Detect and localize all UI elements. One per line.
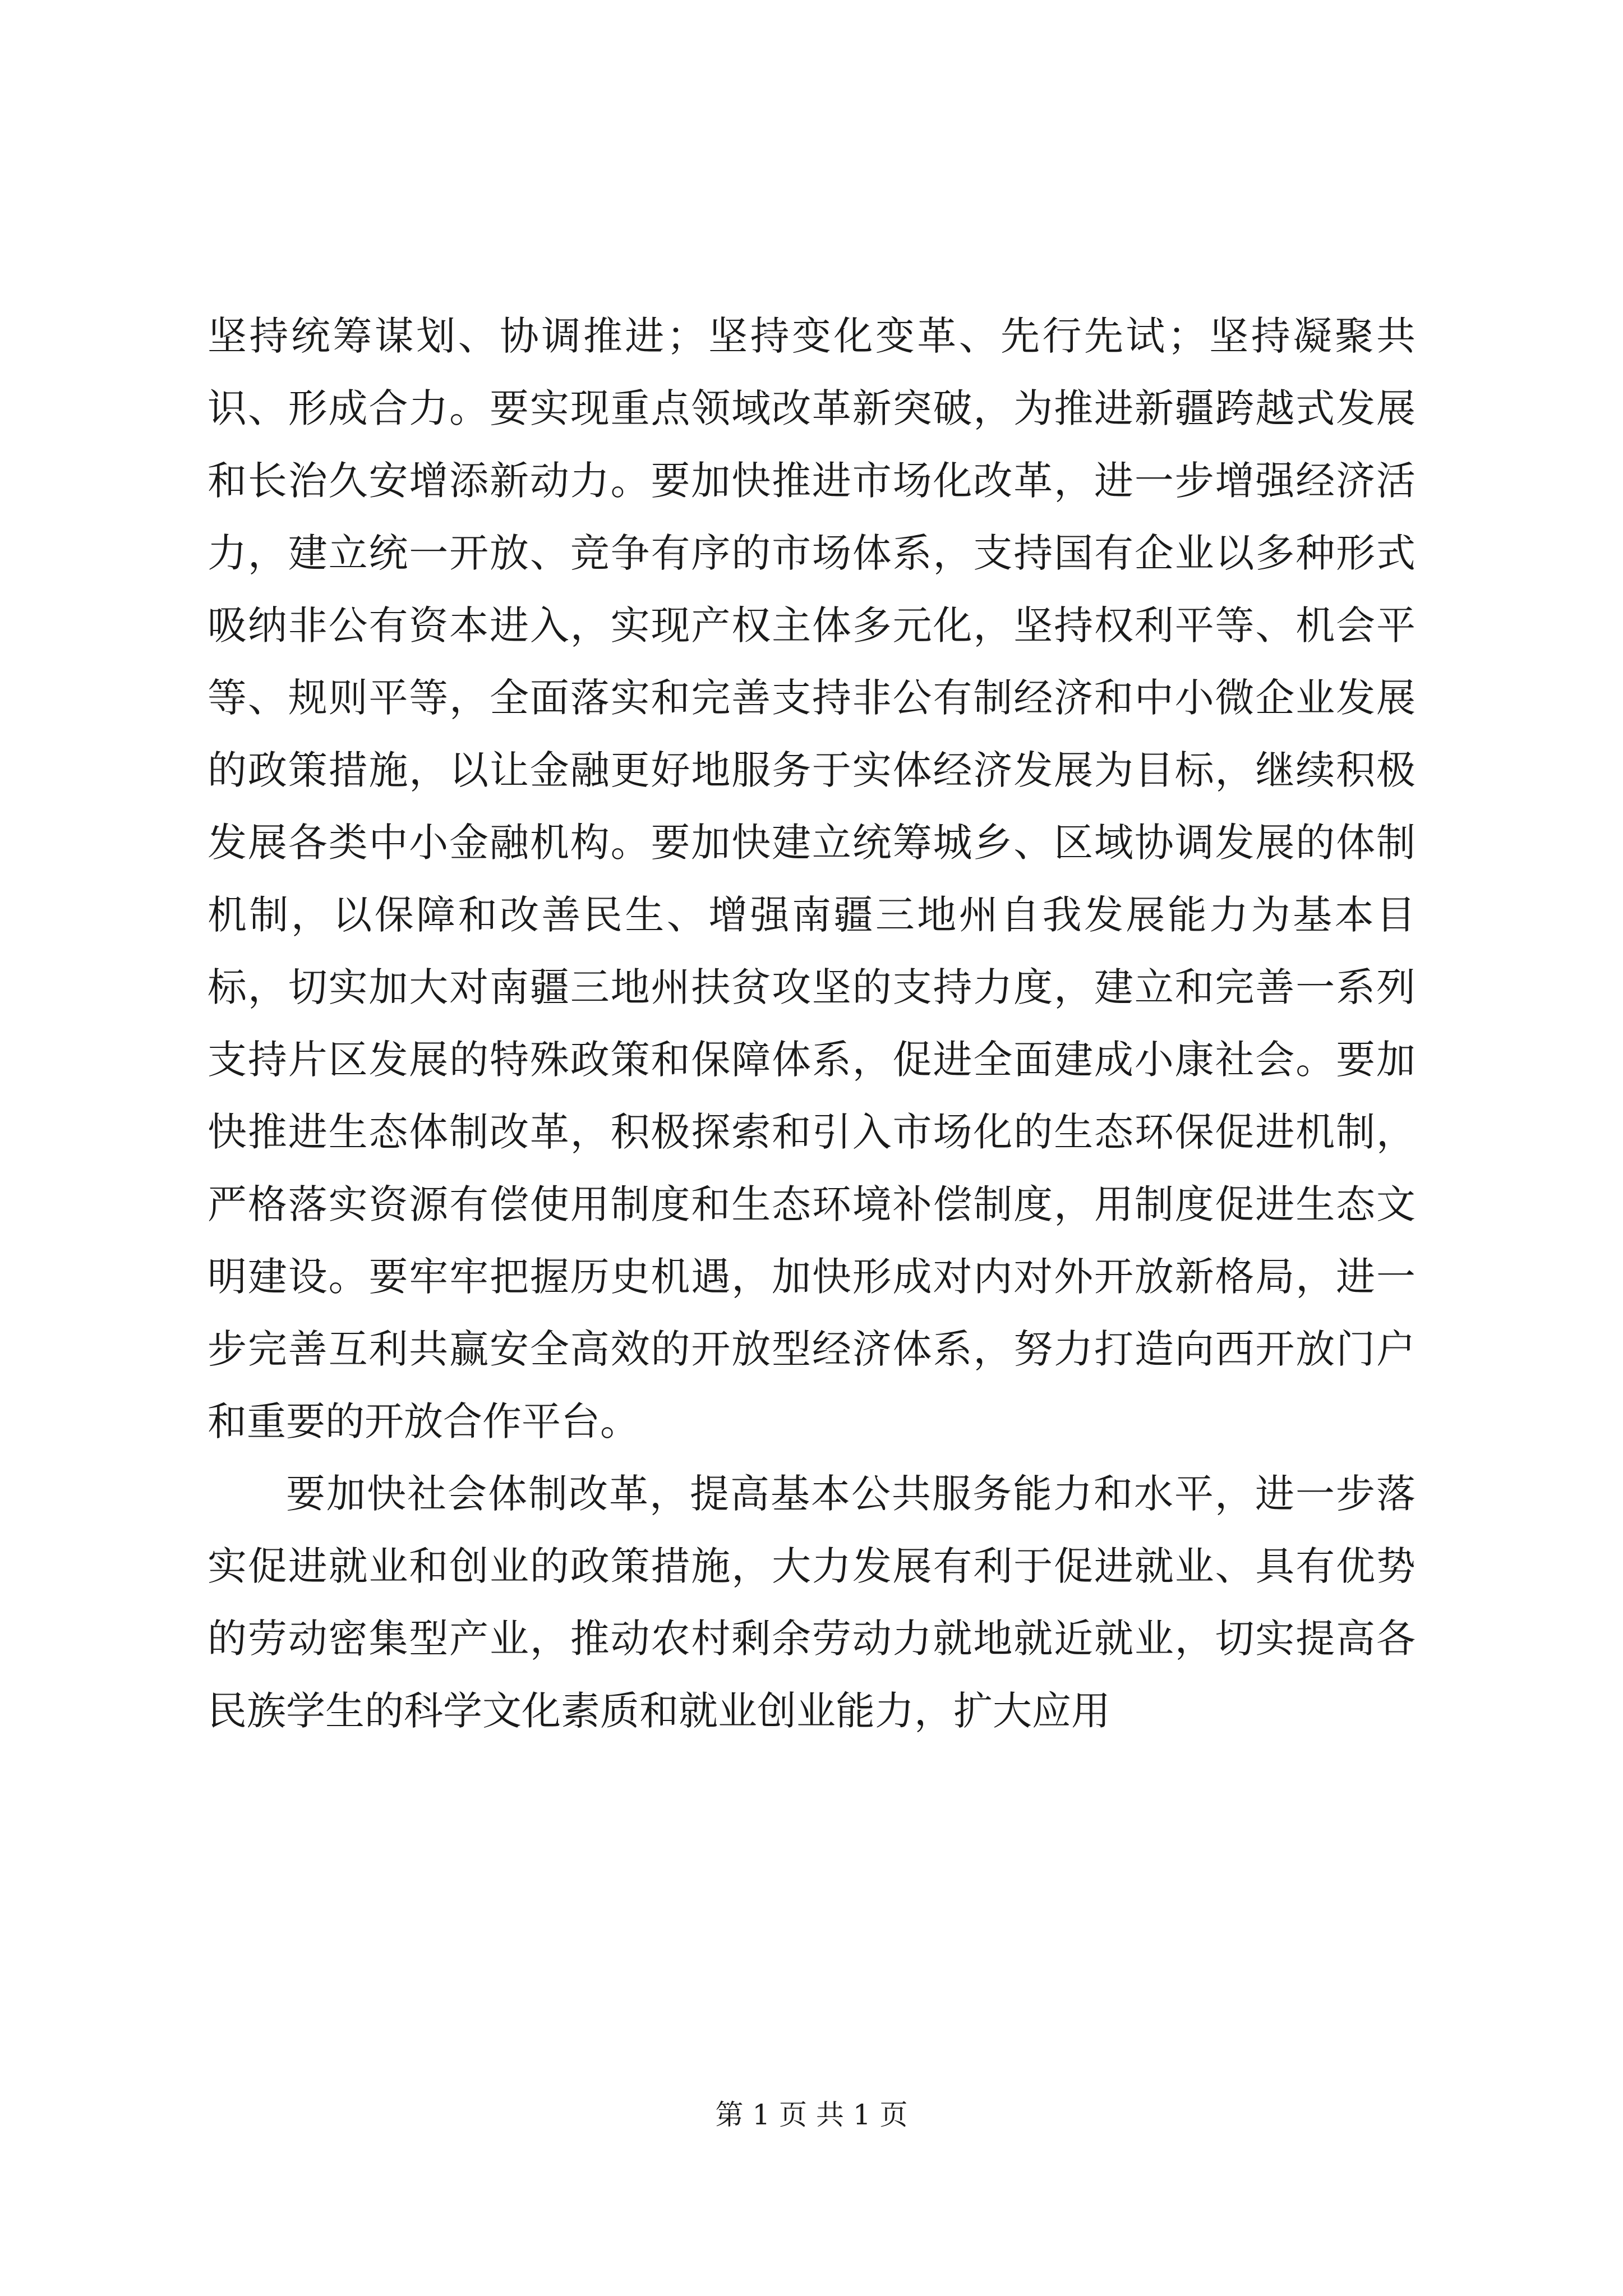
document-body — [208, 300, 1415, 1747]
paragraph-1: 坚持统筹谋划、协调推进；坚持变化变革、先行先试；坚持凝聚共识、形成合力。要实现重点领域改革新突破，为推进新疆跨越式发展和长治久安增添新动力。要加快推进市场化改革，进一步增强经济活力，建立统一开放、竞争有序的市场体系，支持国有企业以多种形式吸纳非公有资本进入，实现产权主体多元化，坚持权利平等、机会平等、规则平等，全面落实和完善支持非公有制经济和中小微企业发展的政策措施，以让金融更好地服务于实体经济发展为目标，继续积极发展各类中小金融机构。要加快建立统筹城乡、区域协调发展的体制机制，以保障和改善民生、增强南疆三地州自我发展能力为基本目标，切实加大对南疆三地州扶贫攻坚的支持力度，建立和完善一系列支持片区发展的特殊政策和保障体系，促进全面建成小康社会。要加快推进生态体制改革，积极探索和引入市场化的生态环保促进机制，严格落实资源有偿使用制度和生态环境补偿制度，用制度促进生态文明建设。要牢牢把握历史机遇，加快形成对内对外开放新格局，进一步完善互利共赢安全高效的开放型经济体系，努力打造向西开放门户和重要的开放合作平台。 — [208, 313, 1415, 1444]
page-footer: 第 1 页 共 1 页 — [715, 2099, 908, 2131]
paragraph-2: 要加快社会体制改革，提高基本公共服务能力和水平，进一步落实促进就业和创业的政策措施，大力发展有利于促进就业、具有优势的劳动密集型产业，推动农村剩余劳动力就地就近就业，切实提高各民族学生的科学文化素质和就业创业能力，扩大应用 — [208, 1471, 1415, 1734]
